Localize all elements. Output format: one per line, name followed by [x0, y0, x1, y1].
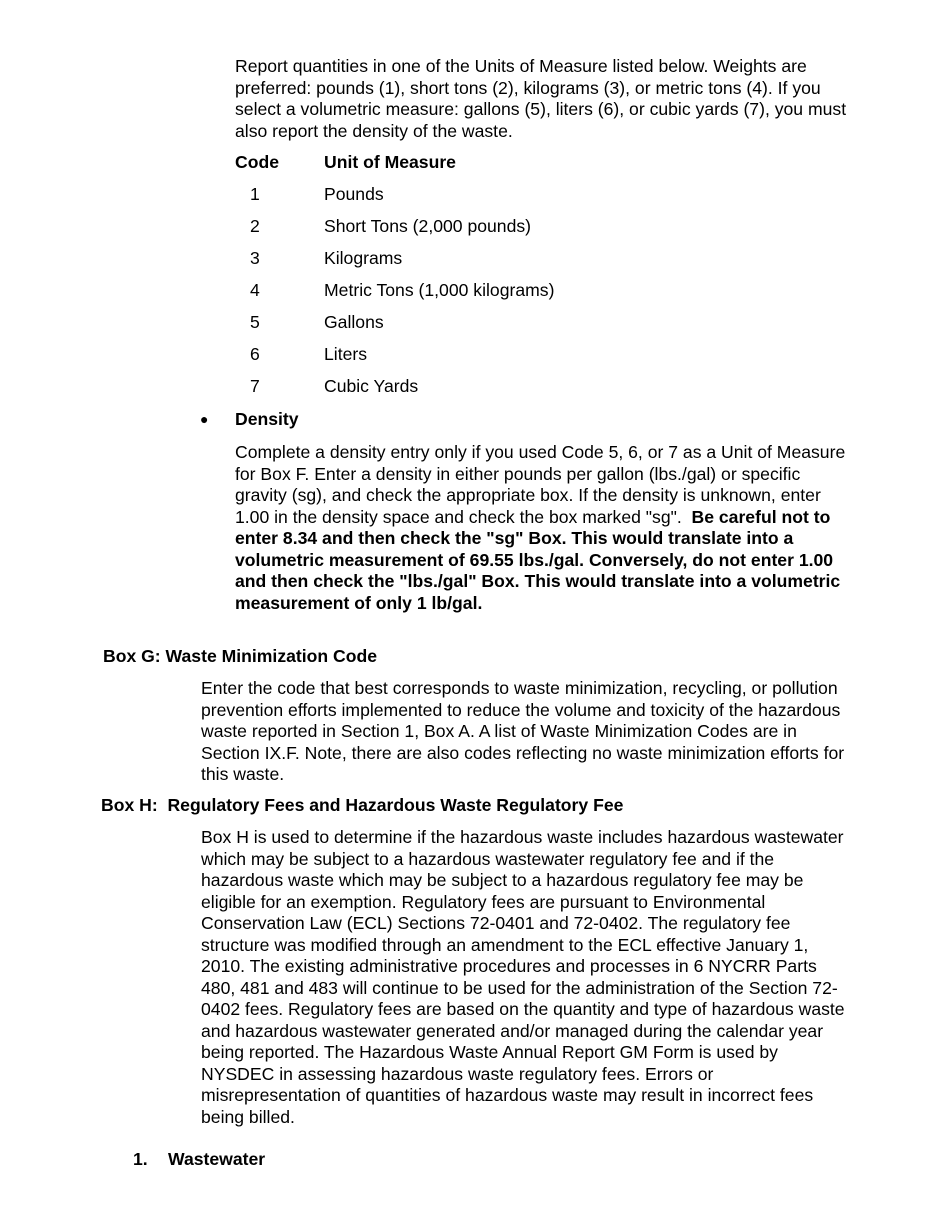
text-normal: gravity (sg), and check the appropriate box. If the density is unknown, enter — [235, 485, 821, 505]
text-line: Section IX.F. Note, there are also codes reflecting no waste minimization efforts for — [201, 742, 845, 763]
bullet-icon: ● — [200, 411, 209, 427]
text-line: eligible for an exemption. Regulatory fees are pursuant to Environmental — [201, 891, 766, 912]
text-line — [235, 507, 900, 529]
text-line: structure was modified through an amendment to the ECL effective January 1, — [201, 934, 809, 955]
unit-cell: Pounds — [324, 184, 384, 204]
code-header: Code — [235, 152, 279, 172]
unit-cell: Liters — [324, 344, 368, 364]
text-line — [235, 571, 900, 593]
text-bold: volumetric measurement of 69.55 lbs./gal. Conversely, do not enter 1.00 — [235, 549, 834, 570]
wastewater-heading: Wastewater — [168, 1149, 266, 1169]
box-h-heading: Box H: Regulatory Fees and Hazardous Waste Regulatory Fee — [101, 795, 624, 815]
table-row — [235, 312, 735, 344]
intro-paragraph — [235, 56, 900, 142]
table-row — [235, 280, 735, 312]
density-heading: Density — [235, 409, 299, 429]
code-cell: 7 — [250, 376, 260, 396]
table-row — [235, 184, 735, 216]
text-normal: for Box F. Enter a density in either pounds per gallon (lbs./gal) or specific — [235, 463, 801, 484]
table-header — [235, 152, 735, 184]
text-line: and hazardous wastewater generated and/or managed during the calendar year — [201, 1020, 824, 1041]
text-line: being billed. — [201, 1106, 295, 1127]
text-line: Enter the code that best corresponds to waste minimization, recycling, or pollution — [201, 678, 838, 698]
text-line — [235, 464, 900, 486]
unit-of-measure-table — [235, 152, 735, 408]
unit-cell: Gallons — [324, 312, 384, 332]
text-normal: Complete a density entry only if you used Code 5, 6, or 7 as a Unit of Measure — [235, 442, 846, 462]
unit-cell: Kilograms — [324, 248, 403, 268]
text-line: select a volumetric measure: gallons (5), liters (6), or cubic yards (7), you must — [235, 99, 847, 119]
text-line: 0402 fees. Regulatory fees are based on the quantity and type of hazardous waste — [201, 999, 845, 1019]
box-g-paragraph — [201, 678, 901, 786]
text-line — [235, 485, 900, 507]
table-row — [235, 248, 735, 280]
text-line: 2010. The existing administrative procedures and processes in 6 NYCRR Parts — [201, 956, 817, 976]
text-bold: measurement of only 1 lb/gal. — [235, 592, 483, 613]
text-line: NYSDEC in assessing hazardous waste regulatory fees. Errors or — [201, 1063, 714, 1084]
text-line: Box H is used to determine if the hazardous waste includes hazardous wastewater — [201, 827, 844, 847]
density-paragraph — [235, 442, 900, 614]
text-line: 480, 481 and 483 will continue to be used for the administration of the Section 72- — [201, 977, 838, 998]
text-bold: Be careful not to — [691, 506, 831, 527]
box-h-paragraph — [201, 827, 901, 1128]
text-line: also report the density of the waste. — [235, 120, 513, 141]
unit-cell: Short Tons (2,000 pounds) — [324, 216, 532, 236]
box-g-heading: Box G: Waste Minimization Code — [103, 646, 378, 666]
text-line — [235, 593, 900, 615]
text-bold: enter 8.34 and then check the "sg" Box. This would translate into a — [235, 528, 794, 548]
text-line — [235, 528, 900, 550]
text-line: which may be subject to a hazardous wastewater regulatory fee and if the — [201, 848, 775, 869]
wastewater-number: 1. — [133, 1149, 148, 1169]
unit-cell: Cubic Yards — [324, 376, 419, 396]
table-row — [235, 344, 735, 376]
code-cell: 2 — [250, 216, 260, 236]
unit-header: Unit of Measure — [324, 152, 456, 172]
unit-cell: Metric Tons (1,000 kilograms) — [324, 280, 555, 300]
text-line: Conservation Law (ECL) Sections 72-0401 and 72-0402. The regulatory fee — [201, 913, 791, 933]
text-line: hazardous waste which may be subject to a hazardous regulatory fee may be — [201, 870, 804, 890]
code-cell: 4 — [250, 280, 260, 300]
text-line: waste reported in Section 1, Box A. A list of Waste Minimization Codes are in — [201, 721, 797, 741]
code-cell: 1 — [250, 184, 260, 204]
text-line: being reported. The Hazardous Waste Annual Report GM Form is used by — [201, 1042, 778, 1062]
text-line: Report quantities in one of the Units of Measure listed below. Weights are — [235, 56, 807, 76]
code-cell: 5 — [250, 312, 260, 332]
table-row — [235, 216, 735, 248]
text-line: this waste. — [201, 764, 285, 784]
code-cell: 6 — [250, 344, 260, 364]
code-cell: 3 — [250, 248, 260, 268]
text-bold: and then check the "lbs./gal" Box. This would translate into a volumetric — [235, 571, 841, 591]
text-line: preferred: pounds (1), short tons (2), kilograms (3), or metric tons (4). If you — [235, 77, 821, 98]
text-line: prevention efforts implemented to reduce the volume and toxicity of the hazardous — [201, 699, 841, 720]
text-line — [235, 550, 900, 572]
text-normal: 1.00 in the density space and check the box marked "sg". — [235, 506, 692, 527]
text-line — [235, 442, 900, 464]
text-line: misrepresentation of quantities of hazardous waste may result in incorrect fees — [201, 1085, 814, 1105]
table-row — [235, 376, 735, 408]
